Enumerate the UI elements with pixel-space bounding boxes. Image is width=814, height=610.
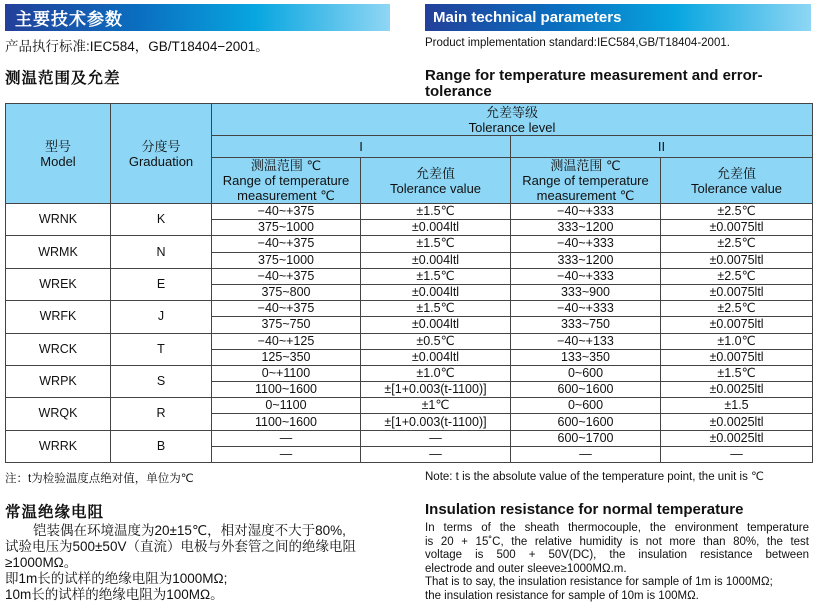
model-cell: WRPK	[6, 365, 111, 397]
range-cn: 测温范围 ℃	[550, 158, 621, 173]
range-1-cell: 0~1100	[212, 398, 361, 414]
tolerance-1-cell: ±1.5℃	[361, 268, 511, 284]
tolerance-2-cell: ±0.0025ltl	[661, 430, 813, 446]
table-row	[6, 365, 813, 381]
range-1-cell: —	[212, 446, 361, 462]
tolerance-1-cell: ±[1+0.003(t-1100)]	[361, 382, 511, 398]
tol-level-cn: 允差等级	[486, 104, 539, 120]
tolerance-2-cell: —	[661, 446, 813, 462]
tolerance-2-cell: ±0.0025ltl	[661, 414, 813, 430]
en-line: In terms of the sheath thermocouple, the environment temperature	[425, 522, 809, 534]
footnote-en: Note: t is the absolute value of the temperature point, the unit is ℃	[425, 471, 764, 483]
insulation-paragraph-en	[425, 522, 809, 604]
footnote-cn: 注：t为检验温度点绝对值，单位为℃	[5, 473, 194, 485]
tolval-header-2	[661, 158, 813, 204]
tolval-en: Tolerance value	[389, 180, 482, 196]
main-params-title-en: Main technical parameters	[433, 9, 622, 26]
table-row	[6, 301, 813, 317]
tolerance-2-cell: ±2.5℃	[661, 301, 813, 317]
range-1-cell: 1100~1600	[212, 414, 361, 430]
range-2-cell: 0~600	[511, 398, 661, 414]
range-en1: Range of temperature	[522, 173, 649, 188]
range-1-cell: −40~+375	[212, 268, 361, 284]
range-header-1	[212, 158, 361, 204]
tolerance-1-cell: —	[361, 430, 511, 446]
tolerance-1-cell: ±1.5℃	[361, 236, 511, 252]
range-1-cell: −40~+375	[212, 236, 361, 252]
tolerance-2-cell: ±0.0025ltl	[661, 382, 813, 398]
model-cell: WRMK	[6, 236, 111, 268]
range-1-cell: −40~+375	[212, 301, 361, 317]
range-2-cell: −40~+333	[511, 268, 661, 284]
model-cell: WRFK	[6, 301, 111, 333]
range-2-cell: −40~+333	[511, 204, 661, 220]
level-2-header: II	[511, 136, 813, 158]
range-en1: Range of temperature	[222, 173, 350, 188]
en-line: That is to say, the insulation resistance for sample of 1m is 1000MΩ;	[425, 576, 773, 589]
insulation-heading-cn: 常温绝缘电阻	[5, 504, 105, 521]
graduation-cell: K	[111, 204, 212, 236]
range-1-cell: 375~800	[212, 284, 361, 300]
tol-level-en: Tolerance level	[468, 119, 556, 135]
insulation-paragraph-cn	[5, 523, 405, 603]
tolval-en: Tolerance value	[690, 180, 783, 196]
graduation-cell: S	[111, 365, 212, 397]
table-row	[6, 398, 813, 414]
cn-line: 铠装偶在环境温度为20±15℃，相对湿度不大于80%,	[33, 523, 346, 538]
graduation-cell: E	[111, 268, 212, 300]
en-line: is 20 + 15˚C, the relative humidity is not more than 80%, the test	[425, 535, 809, 548]
level-1-header: I	[212, 136, 511, 158]
tolerance-1-cell: ±1.5℃	[361, 204, 511, 220]
table-row	[6, 204, 813, 220]
range-2-cell: 600~1600	[511, 414, 661, 430]
tolval-cn: 允差值	[717, 165, 757, 181]
standard-text-cn: 产品执行标准:IEC584，GB/T18404−2001。	[5, 39, 269, 54]
table-row	[6, 430, 813, 446]
range-2-cell: −40~+333	[511, 301, 661, 317]
cn-line: 试验电压为500±50V（直流）电极与外套管之间的绝缘电阻	[5, 539, 356, 554]
range-heading-cn: 测温范围及允差	[5, 70, 121, 87]
tolerance-1-cell: ±[1+0.003(t-1100)]	[361, 414, 511, 430]
tolval-cn: 允差值	[415, 165, 455, 181]
range-heading-en: Range for temperature measurement and error-tolerance	[425, 67, 763, 100]
range-2-cell: −40~+333	[511, 236, 661, 252]
model-cell: WREK	[6, 268, 111, 300]
tolerance-1-cell: —	[361, 446, 511, 462]
tolerance-1-cell: ±1.5℃	[361, 301, 511, 317]
tolerance-1-cell: ±0.004ltl	[361, 349, 511, 365]
model-cell: WRQK	[6, 398, 111, 430]
tolerance-2-cell: ±0.0075ltl	[661, 220, 813, 236]
tolerance-2-cell: ±2.5℃	[661, 268, 813, 284]
tolerance-2-cell: ±0.0075ltl	[661, 284, 813, 300]
tolerance-2-cell: ±1.5℃	[661, 365, 813, 381]
cn-line: 10m长的试样的绝缘电阻为100MΩ。	[5, 587, 224, 602]
range-1-cell: —	[212, 430, 361, 446]
tolerance-1-cell: ±0.5℃	[361, 333, 511, 349]
range-1-cell: 125~350	[212, 349, 361, 365]
range-2-cell: 133~350	[511, 349, 661, 365]
section-title-bar-en	[425, 4, 811, 31]
tolerance-1-cell: ±0.004ltl	[361, 317, 511, 333]
range-2-cell: 0~600	[511, 365, 661, 381]
range-2-cell: —	[511, 446, 661, 462]
table-row	[6, 268, 813, 284]
table-row	[6, 333, 813, 349]
col-model-en: Model	[40, 153, 76, 169]
graduation-cell: N	[111, 236, 212, 268]
range-2-cell: 600~1600	[511, 382, 661, 398]
cn-line: 即1m长的试样的绝缘电阻为1000MΩ;	[5, 571, 228, 586]
range-1-cell: −40~+375	[212, 204, 361, 220]
col-grad-cn: 分度号	[141, 138, 181, 154]
tolerance-1-cell: ±0.004ltl	[361, 284, 511, 300]
graduation-cell: T	[111, 333, 212, 365]
model-cell: WRCK	[6, 333, 111, 365]
col-graduation-header	[111, 104, 212, 204]
tolerance-2-cell: ±2.5℃	[661, 204, 813, 220]
model-cell: WRRK	[6, 430, 111, 462]
range-1-cell: 375~750	[212, 317, 361, 333]
standard-text-en: Product implementation standard:IEC584,GB/T18404-2001.	[425, 37, 730, 49]
col-grad-en: Graduation	[128, 153, 194, 169]
graduation-cell: R	[111, 398, 212, 430]
range-en2: measurement ℃	[237, 188, 335, 203]
tolerance-2-cell: ±1.5	[661, 398, 813, 414]
range-1-cell: 1100~1600	[212, 382, 361, 398]
tolerance-table	[5, 103, 813, 463]
tolerance-table-body	[6, 204, 813, 463]
tolerance-2-cell: ±2.5℃	[661, 236, 813, 252]
tolerance-2-cell: ±0.0075ltl	[661, 252, 813, 268]
range-1-cell: 0~+1100	[212, 365, 361, 381]
en-line: electrode and outer sleeve≥1000MΩ.m.	[425, 562, 627, 575]
range-header-2	[511, 158, 661, 204]
range-2-cell: 333~900	[511, 284, 661, 300]
insulation-heading-en: Insulation resistance for normal temperature	[425, 501, 744, 518]
range-1-cell: 375~1000	[212, 252, 361, 268]
tolerance-1-cell: ±0.004ltl	[361, 252, 511, 268]
tolerance-2-cell: ±0.0075ltl	[661, 349, 813, 365]
range-cn: 测温范围 ℃	[250, 158, 322, 173]
graduation-cell: J	[111, 301, 212, 333]
main-params-title-cn: 主要技术参数	[15, 10, 123, 29]
section-title-bar-cn	[5, 4, 390, 31]
range-2-cell: 333~1200	[511, 252, 661, 268]
tolerance-2-cell: ±0.0075ltl	[661, 317, 813, 333]
range-1-cell: −40~+125	[212, 333, 361, 349]
tolerance-1-cell: ±0.004ltl	[361, 220, 511, 236]
table-row	[6, 236, 813, 252]
en-line: the insulation resistance for sample of 10m is 100MΩ.	[425, 589, 699, 602]
tolerance-1-cell: ±1.0℃	[361, 365, 511, 381]
tolval-header-1	[361, 158, 511, 204]
col-model-cn: 型号	[44, 138, 71, 154]
range-2-cell: 333~750	[511, 317, 661, 333]
range-1-cell: 375~1000	[212, 220, 361, 236]
range-2-cell: −40~+133	[511, 333, 661, 349]
range-2-cell: 600~1700	[511, 430, 661, 446]
tolerance-level-header	[212, 104, 813, 136]
tolerance-1-cell: ±1℃	[361, 398, 511, 414]
graduation-cell: B	[111, 430, 212, 462]
col-model-header	[6, 104, 111, 204]
tolerance-2-cell: ±1.0℃	[661, 333, 813, 349]
cn-line: ≥1000MΩ。	[5, 555, 78, 570]
range-en2: measurement ℃	[536, 188, 635, 203]
en-line: voltage is 500 + 50V(DC), the insulation resistance between	[425, 549, 809, 562]
range-2-cell: 333~1200	[511, 220, 661, 236]
model-cell: WRNK	[6, 204, 111, 236]
